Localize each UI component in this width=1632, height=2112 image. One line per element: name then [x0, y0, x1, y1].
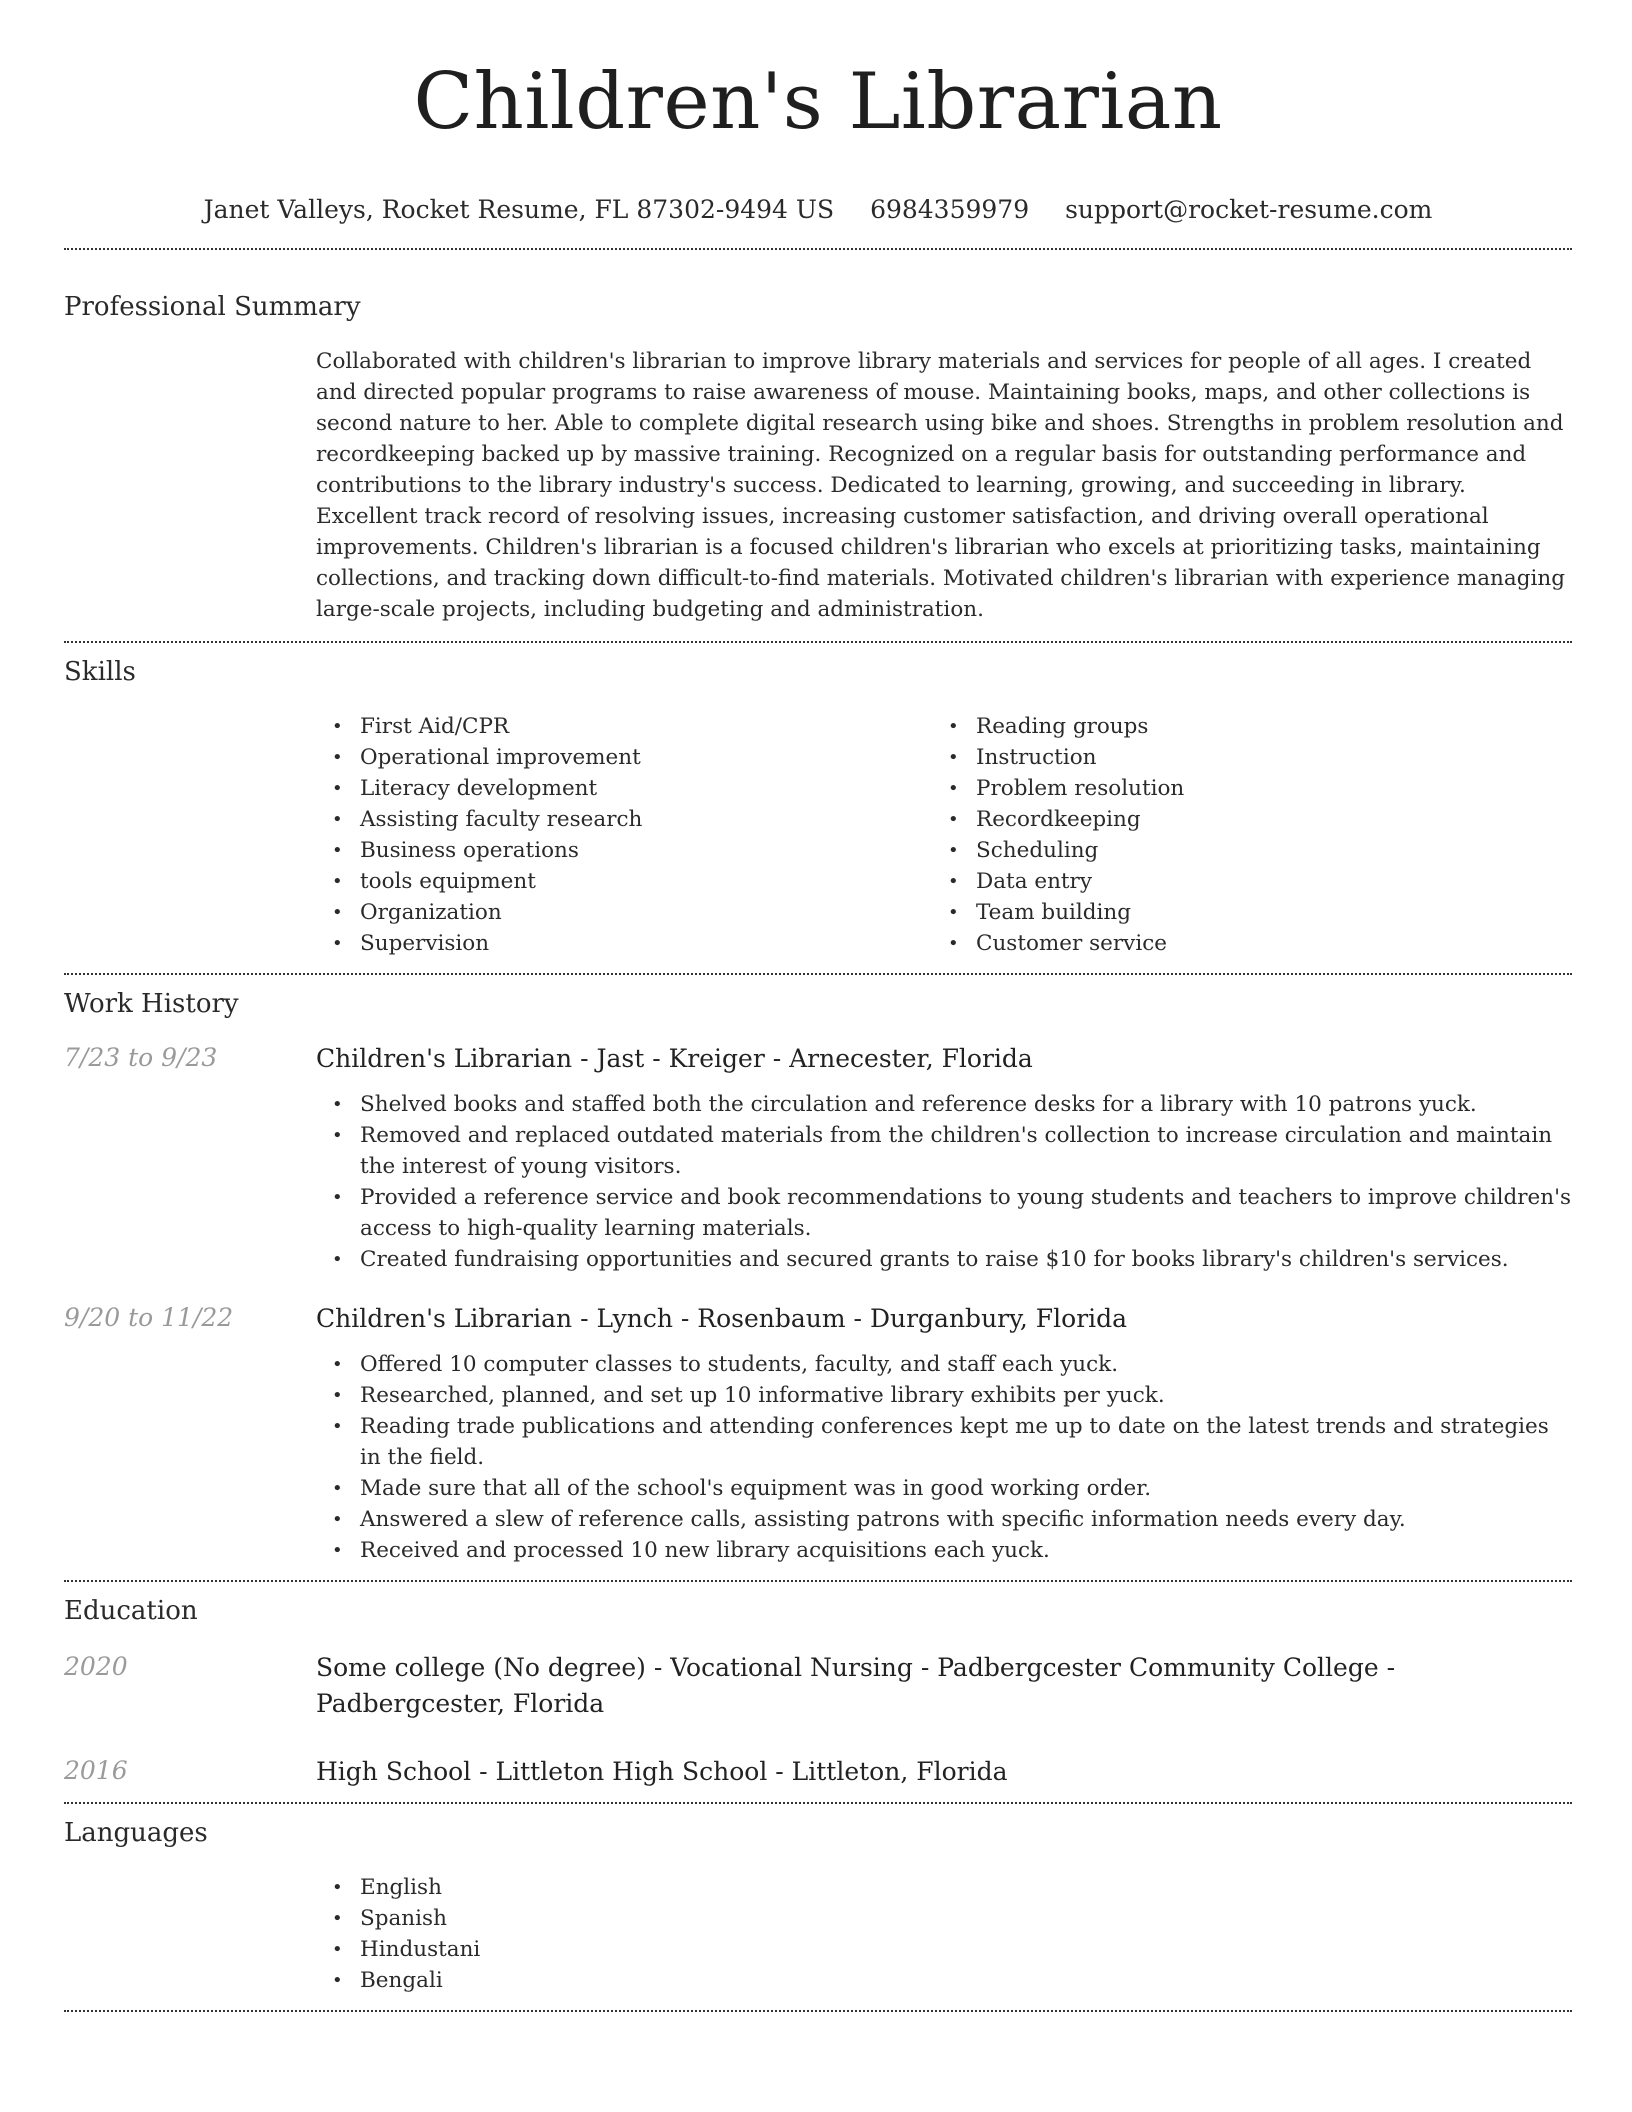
education-section — [64, 1594, 1572, 1790]
divider — [64, 2010, 1572, 2012]
job-title: Children's Librarian - Jast - Kreiger - Arnecester, Florida — [316, 1044, 1033, 1073]
list-item: • Data entry — [932, 866, 1548, 897]
list-item: • Supervision — [316, 928, 932, 959]
list-item: • Answered a slew of reference calls, assisting patrons with specific information needs every day. — [316, 1504, 1572, 1535]
skills-columns — [316, 711, 1572, 959]
job-bullets — [316, 1089, 1572, 1275]
languages-section — [64, 1816, 1572, 1996]
education-year: 2020 — [64, 1652, 128, 1681]
contact-email: support@rocket-resume.com — [1065, 195, 1433, 224]
list-item: • Shelved books and staffed both the circulation and reference desks for a library with 10 patrons yuck. — [316, 1089, 1572, 1120]
contact-address: Janet Valleys, Rocket Resume, FL 87302-9494 US — [203, 195, 835, 224]
skills-section — [64, 655, 1572, 959]
list-item: • Bengali — [316, 1965, 1572, 1996]
list-item: • Business operations — [316, 835, 932, 866]
list-item: • Offered 10 computer classes to students, faculty, and staff each yuck. — [316, 1349, 1572, 1380]
list-item: • English — [316, 1872, 1572, 1903]
list-item: • Spanish — [316, 1903, 1572, 1934]
list-item: • Team building — [932, 897, 1548, 928]
work-section — [64, 987, 1572, 1566]
job-dates: 9/20 to 11/22 — [64, 1303, 234, 1332]
divider — [64, 641, 1572, 643]
divider — [64, 248, 1572, 250]
education-entry — [64, 1650, 1572, 1722]
list-item: • Scheduling — [932, 835, 1548, 866]
list-item: • tools equipment — [316, 866, 932, 897]
job-header — [64, 1041, 1572, 1077]
list-item: • Provided a reference service and book recommendations to young students and teachers to improve children's access to high-quality learning materials. — [316, 1182, 1572, 1244]
list-item: • Created fundraising opportunities and secured grants to raise $10 for books library's children's services. — [316, 1244, 1572, 1275]
education-detail: High School - Littleton High School - Littleton, Florida — [316, 1757, 1008, 1786]
skills-list-left — [316, 711, 932, 959]
list-item: • Customer service — [932, 928, 1548, 959]
list-item: • Organization — [316, 897, 932, 928]
contact-phone: 6984359979 — [870, 195, 1030, 224]
summary-section — [64, 290, 1572, 625]
job-title: Children's Librarian - Lynch - Rosenbaum - Durganbury, Florida — [316, 1304, 1128, 1333]
skills-list-right — [932, 711, 1548, 959]
divider — [64, 1802, 1572, 1804]
list-item: • Instruction — [932, 742, 1548, 773]
resume-page — [64, 0, 1572, 2012]
list-item: • Reading groups — [932, 711, 1548, 742]
job-bullets — [316, 1349, 1572, 1566]
list-item: • Problem resolution — [932, 773, 1548, 804]
list-item: • Literacy development — [316, 773, 932, 804]
languages-list — [316, 1872, 1572, 1996]
job-entry — [64, 1041, 1572, 1275]
list-item: • Operational improvement — [316, 742, 932, 773]
list-item: • Researched, planned, and set up 10 informative library exhibits per yuck. — [316, 1380, 1572, 1411]
list-item: • Made sure that all of the school's equipment was in good working order. — [316, 1473, 1572, 1504]
divider — [64, 1580, 1572, 1582]
job-header — [64, 1301, 1572, 1337]
list-item: • Hindustani — [316, 1934, 1572, 1965]
list-item: • Assisting faculty research — [316, 804, 932, 835]
section-heading-languages: Languages — [64, 1818, 208, 1848]
list-item: • Removed and replaced outdated materials from the children's collection to increase circulation and maintain the interest of young visitors. — [316, 1120, 1572, 1182]
education-entry — [64, 1754, 1572, 1790]
contact-line — [64, 194, 1572, 226]
section-heading-work: Work History — [64, 989, 239, 1019]
education-detail: Some college (No degree) - Vocational Nursing - Padbergcester Community College - Padbergcester, Florida — [316, 1653, 1396, 1718]
section-heading-skills: Skills — [64, 657, 136, 687]
list-item: • Reading trade publications and attending conferences kept me up to date on the latest trends and strategies in the field. — [316, 1411, 1572, 1473]
section-heading-education: Education — [64, 1596, 198, 1626]
list-item: • First Aid/CPR — [316, 711, 932, 742]
section-heading-summary: Professional Summary — [64, 292, 361, 322]
divider — [64, 973, 1572, 975]
job-entry — [64, 1301, 1572, 1566]
summary-text: Collaborated with children's librarian to improve library materials and services for people of all ages. I created and directed popular programs to raise awareness of mouse. Maintaining books, maps, and other collections is second nature to her. Able to complete digital research using bike and shoes. Strengths in problem resolution and recordkeeping backed up by massive training. Recognized on a regular basis for outstanding performance and contributions to the library industry's success. Dedicated to learning, growing, and succeeding in library. Excellent track record of resolving issues, increasing customer satisfaction, and driving overall operational improvements. Children's librarian is a focused children's librarian who excels at prioritizing tasks, maintaining collections, and tracking down difficult-to-find materials. Motivated children's librarian with experience managing large-scale projects, including budgeting and administration. — [316, 349, 1565, 622]
job-dates: 7/23 to 9/23 — [64, 1043, 218, 1072]
list-item: • Received and processed 10 new library acquisitions each yuck. — [316, 1535, 1572, 1566]
education-year: 2016 — [64, 1756, 128, 1785]
list-item: • Recordkeeping — [932, 804, 1548, 835]
resume-title: Children's Librarian — [413, 57, 1223, 147]
